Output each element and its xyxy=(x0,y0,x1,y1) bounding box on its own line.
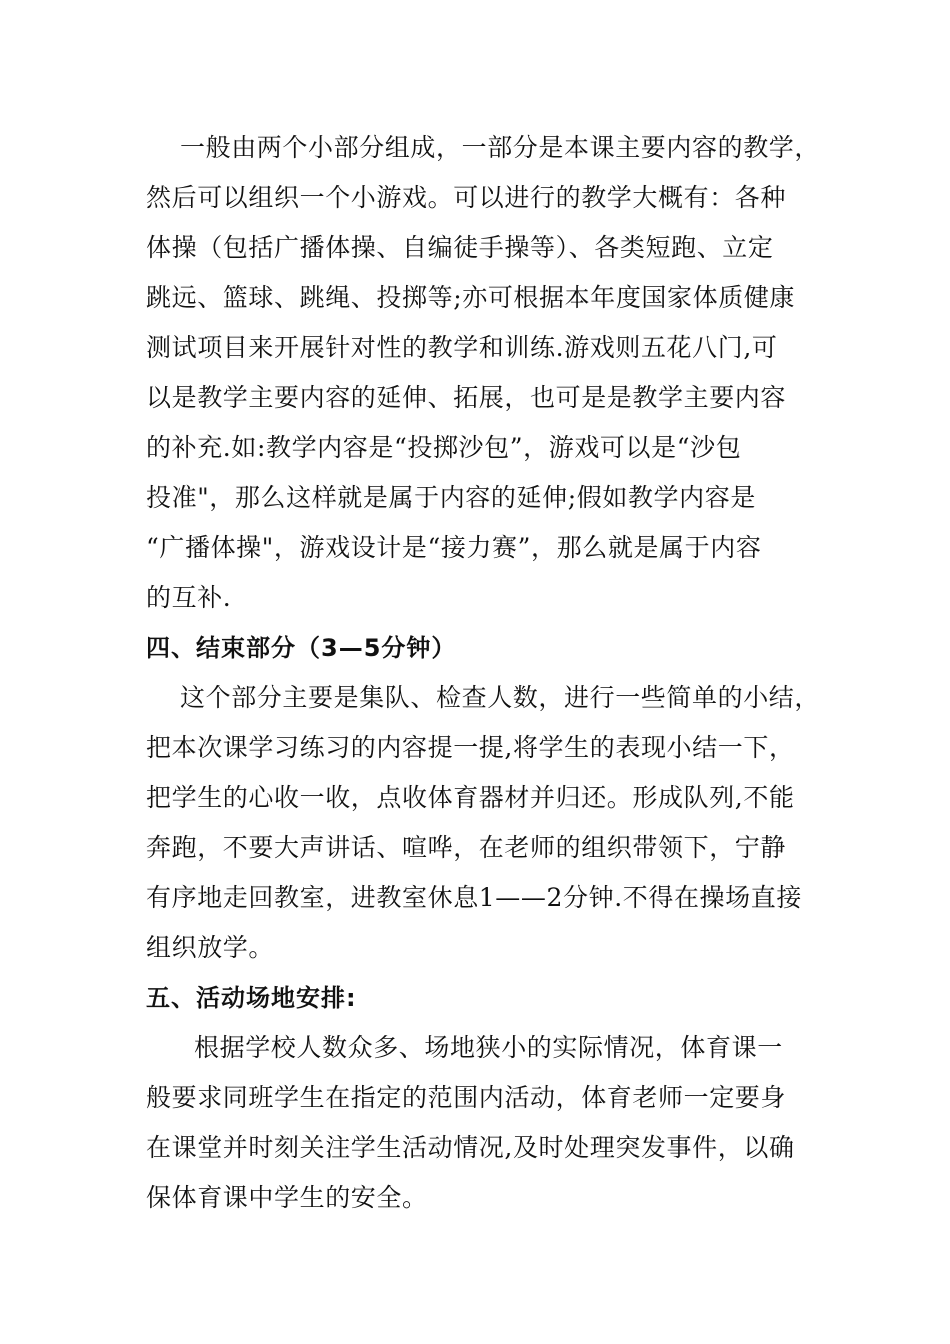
paragraph-line: 一般由两个小部分组成，一部分是本课主要内容的教学， xyxy=(180,133,821,162)
paragraph-line: “广播体操"，游戏设计是“接力赛”，那么就是属于内容 xyxy=(146,533,762,562)
paragraph-line: 跳远、篮球、跳绳、投掷等;亦可根据本年度国家体质健康 xyxy=(146,283,796,312)
paragraph-line: 这个部分主要是集队、检查人数，进行一些简单的小结， xyxy=(180,683,821,712)
paragraph-line: 把学生的心收一收，点收体育器材并归还。形成队列,不能 xyxy=(146,783,795,812)
paragraph-line: 的补充.如:教学内容是“投掷沙包”，游戏可以是“沙包 xyxy=(146,433,742,462)
section-heading: 四、结束部分（3—5分钟） xyxy=(146,634,457,662)
paragraph-line: 在课堂并时刻关注学生活动情况,及时处理突发事件，以确 xyxy=(146,1133,795,1162)
paragraph-line: 奔跑，不要大声讲话、喧哗，在老师的组织带领下，宁静 xyxy=(146,833,787,862)
paragraph-line: 然后可以组织一个小游戏。可以进行的教学大概有：各种 xyxy=(146,183,787,212)
paragraph-line: 体操（包括广播体操、自编徒手操等）、各类短跑、立定 xyxy=(146,233,774,262)
paragraph-line: 以是教学主要内容的延伸、拓展，也可是是教学主要内容 xyxy=(146,383,787,412)
paragraph-line: 组织放学。 xyxy=(146,933,275,962)
paragraph-line: 把本次课学习练习的内容提一提,将学生的表现小结一下， xyxy=(146,733,795,762)
paragraph-line: 投准"，那么这样就是属于内容的延伸;假如教学内容是 xyxy=(146,483,756,512)
section-heading: 五、活动场地安排: xyxy=(146,984,357,1012)
paragraph-line: 般要求同班学生在指定的范围内活动，体育老师一定要身 xyxy=(146,1083,787,1112)
paragraph-line: 根据学校人数众多、场地狭小的实际情况，体育课一 xyxy=(194,1033,783,1062)
paragraph-line: 有序地走回教室，进教室休息1——2分钟.不得在操场直接 xyxy=(146,883,802,912)
paragraph-line: 的互补. xyxy=(146,583,232,612)
paragraph-line: 保体育课中学生的安全。 xyxy=(146,1183,428,1212)
paragraph-line: 测试项目来开展针对性的教学和训练.游戏则五花八门,可 xyxy=(146,333,778,362)
